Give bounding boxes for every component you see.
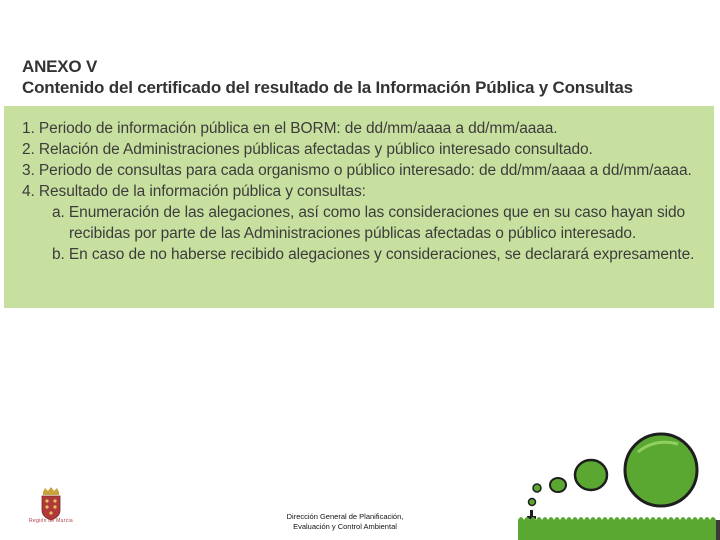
green-circles-decoration bbox=[510, 420, 720, 540]
annex-subtitle: Contenido del certificado del resultado de la Información Pública y Consultas bbox=[22, 78, 633, 97]
list-item: 1. Periodo de información pública en el BORM: de dd/mm/aaaa a dd/mm/aaaa. bbox=[22, 120, 558, 137]
sub-list-item: a. Enumeración de las alegaciones, así como las consideraciones que en su caso hayan sido bbox=[52, 204, 686, 221]
annex-title: ANEXO V bbox=[22, 57, 98, 76]
footer-line: Evaluación y Control Ambiental bbox=[293, 521, 397, 531]
sub-list-item: b. En caso de no haberse recibido alegaciones y consideraciones, se declarará expresamente. bbox=[52, 246, 695, 263]
crest-label: Región de Murcia bbox=[29, 518, 73, 524]
annex-header bbox=[22, 56, 702, 98]
list-item: 4. Resultado de la información pública y consultas: bbox=[22, 183, 366, 200]
list-item: 2. Relación de Administraciones públicas afectadas y público interesado consultado. bbox=[22, 141, 593, 158]
footer-department bbox=[260, 512, 430, 531]
list-item: 3. Periodo de consultas para cada organismo o público interesado: de dd/mm/aaaa a dd/mm/aaaa. bbox=[22, 162, 692, 179]
content-panel bbox=[4, 106, 714, 308]
sub-list-item-continuation: recibidas por parte de las Administraciones públicas afectadas o público interesado. bbox=[69, 225, 637, 242]
footer-line: Dirección General de Planificación, bbox=[286, 512, 404, 521]
